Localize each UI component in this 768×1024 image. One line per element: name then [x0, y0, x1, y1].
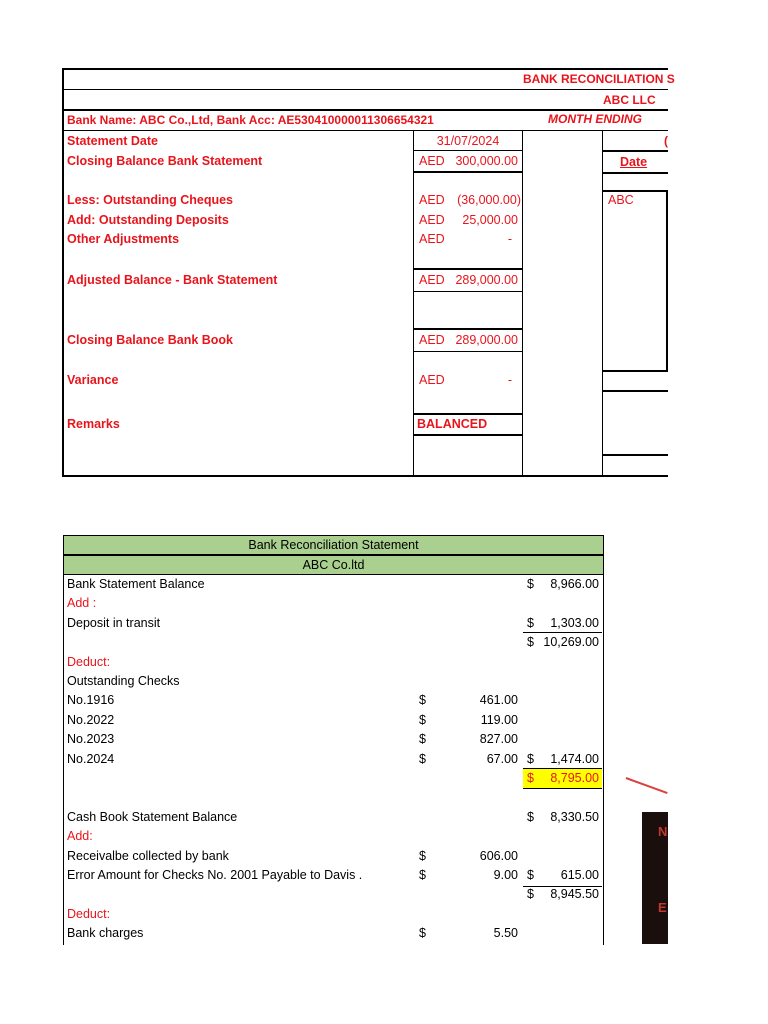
currency-label: AED — [419, 213, 445, 227]
currency-symbol: $ — [527, 887, 534, 901]
month-ending-label: MONTH ENDING — [548, 112, 642, 126]
currency-symbol: $ — [527, 616, 534, 630]
row-label: Deduct: — [67, 655, 111, 669]
row-label: No.1916 — [67, 693, 115, 707]
currency-symbol: $ — [419, 732, 426, 746]
total-amount: 8,945.50 — [550, 887, 599, 901]
closing-balance-statement-label: Closing Balance Bank Statement — [67, 154, 263, 168]
outstanding-deposits-value: 25,000.00 — [462, 213, 518, 227]
currency-symbol: $ — [527, 771, 534, 785]
currency-symbol: $ — [527, 635, 534, 649]
currency-symbol: $ — [527, 810, 534, 824]
total-amount: 8,966.00 — [550, 577, 599, 591]
statement-date-value: 31/07/2024 — [436, 134, 500, 148]
closing-balance-statement-value: 300,000.00 — [455, 154, 518, 168]
right-cut-char: ( — [664, 134, 668, 148]
row-label: Add: — [67, 829, 93, 843]
currency-label: AED — [419, 193, 445, 207]
variance-value: - — [507, 373, 512, 387]
bottom-title: Bank Reconciliation Statement — [248, 538, 419, 552]
row-label: No.2023 — [67, 732, 115, 746]
abc-label: ABC — [608, 193, 634, 207]
closing-balance-book-value: 289,000.00 — [455, 333, 518, 347]
dark-image-block — [642, 812, 668, 944]
total-amount: 1,474.00 — [550, 752, 599, 766]
currency-label: AED — [419, 232, 445, 246]
outstanding-cheques-label: Less: Outstanding Cheques — [67, 193, 233, 207]
item-amount: 5.50 — [493, 926, 518, 940]
row-label: Add : — [67, 596, 97, 610]
remarks-value: BALANCED — [417, 417, 488, 431]
item-amount: 119.00 — [480, 713, 518, 727]
total-amount: 8,795.00 — [550, 771, 599, 785]
item-amount: 827.00 — [479, 732, 518, 746]
report-title: BANK RECONCILIATION S — [523, 72, 675, 86]
adjusted-balance-label: Adjusted Balance - Bank Statement — [67, 273, 278, 287]
bottom-company: ABC Co.ltd — [302, 558, 365, 572]
row-label: Bank Statement Balance — [67, 577, 205, 591]
currency-symbol: $ — [419, 926, 426, 940]
total-amount: 615.00 — [560, 868, 599, 882]
bank-name-line: Bank Name: ABC Co.,Ltd, Bank Acc: AE530410000011306654321 — [67, 113, 434, 127]
company-name: ABC LLC — [603, 93, 656, 107]
row-label: No.2022 — [67, 713, 115, 727]
item-amount: 461.00 — [479, 693, 518, 707]
row-label: Cash Book Statement Balance — [67, 810, 238, 824]
outstanding-cheques-value: (36,000.00) — [457, 193, 521, 207]
item-amount: 606.00 — [479, 849, 518, 863]
currency-label: AED — [419, 273, 445, 287]
total-amount: 8,330.50 — [550, 810, 599, 824]
currency-symbol: $ — [419, 752, 426, 766]
variance-label: Variance — [67, 373, 119, 387]
other-adjustments-label: Other Adjustments — [67, 232, 180, 246]
total-amount: 1,303.00 — [550, 616, 599, 630]
currency-label: AED — [419, 154, 445, 168]
currency-symbol: $ — [527, 868, 534, 882]
image-letter: N — [658, 824, 668, 839]
red-stroke — [626, 777, 668, 794]
currency-symbol: $ — [419, 693, 426, 707]
image-letter: E — [658, 900, 667, 915]
row-label: Bank charges — [67, 926, 144, 940]
item-amount: 9.00 — [493, 868, 518, 882]
row-label: No.2024 — [67, 752, 115, 766]
currency-symbol: $ — [419, 868, 426, 882]
currency-symbol: $ — [527, 577, 534, 591]
currency-label: AED — [419, 373, 445, 387]
closing-balance-book-label: Closing Balance Bank Book — [67, 333, 234, 347]
statement-date-label: Statement Date — [67, 134, 158, 148]
total-amount: 10,269.00 — [543, 635, 599, 649]
currency-label: AED — [419, 333, 445, 347]
currency-symbol: $ — [419, 849, 426, 863]
date-header: Date — [620, 155, 648, 169]
currency-symbol: $ — [419, 713, 426, 727]
other-adjustments-value: - — [507, 232, 512, 246]
currency-symbol: $ — [527, 752, 534, 766]
row-label: Deposit in transit — [67, 616, 161, 630]
remarks-label: Remarks — [67, 417, 120, 431]
adjusted-balance-value: 289,000.00 — [455, 273, 518, 287]
row-label: Receivalbe collected by bank — [67, 849, 229, 863]
item-amount: 67.00 — [486, 752, 518, 766]
row-label: Outstanding Checks — [67, 674, 180, 688]
row-label: Error Amount for Checks No. 2001 Payable to Davis . — [67, 868, 363, 882]
outstanding-deposits-label: Add: Outstanding Deposits — [67, 213, 229, 227]
row-label: Deduct: — [67, 907, 111, 921]
